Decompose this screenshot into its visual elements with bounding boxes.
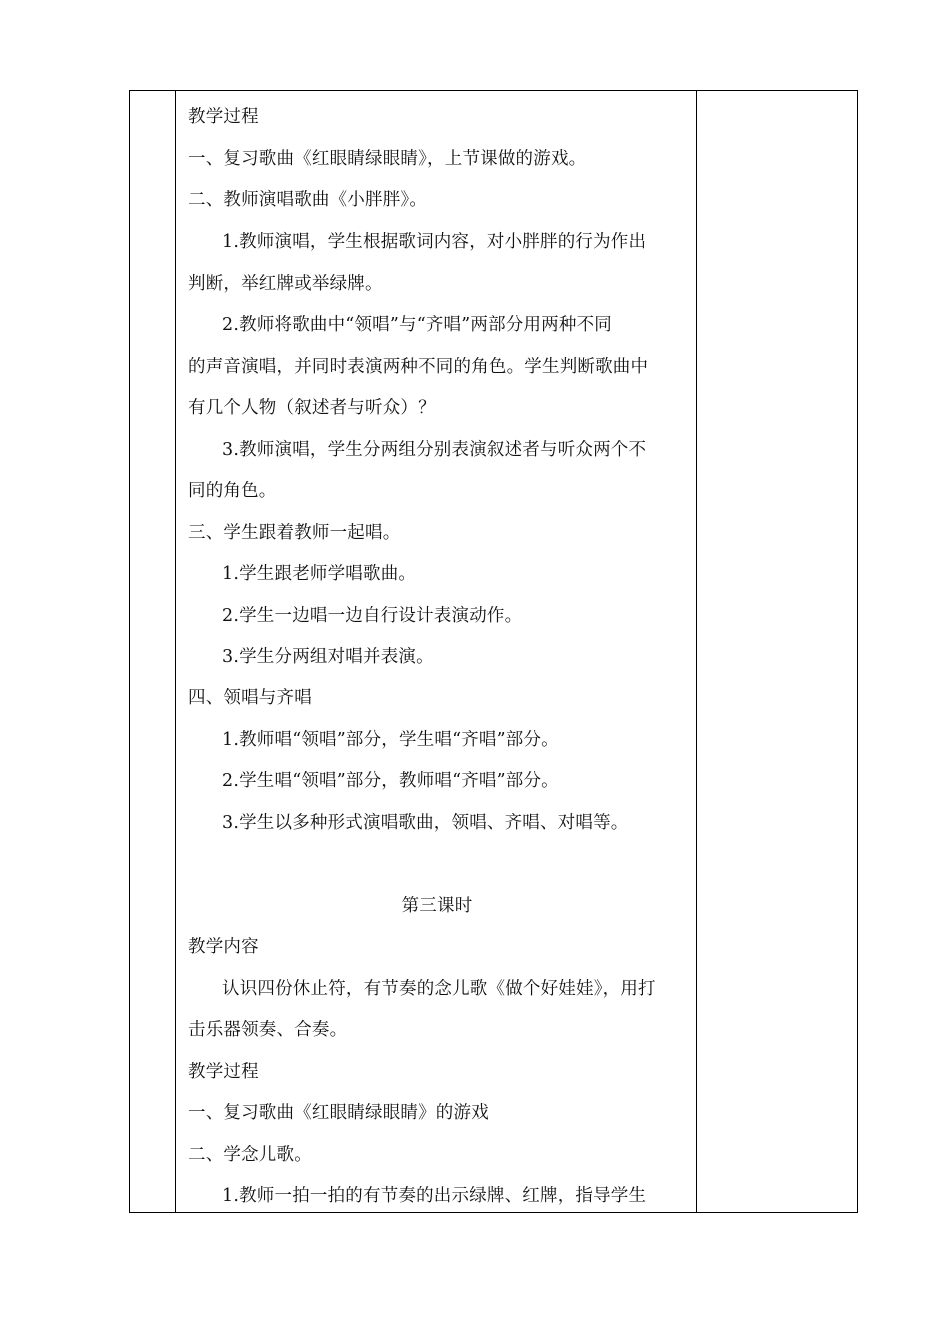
text-line: 四、领唱与齐唱	[188, 688, 312, 708]
lesson-table	[129, 90, 858, 1213]
text-line: 有几个人物（叙述者与听众）？	[188, 398, 436, 418]
section-heading: 第三课时	[401, 896, 473, 916]
right-column	[696, 91, 857, 1212]
text-line: 1.学生跟老师学唱歌曲。	[222, 564, 417, 584]
text-line: 一、复习歌曲《红眼睛绿眼睛》，上节课做的游戏。	[188, 149, 587, 169]
text-line: 1.教师一拍一拍的有节奏的出示绿牌、红牌，指导学生	[222, 1186, 647, 1206]
left-column	[130, 91, 176, 1212]
text-line: 教学过程	[188, 1062, 259, 1082]
text-line: 一、复习歌曲《红眼睛绿眼睛》的游戏	[188, 1103, 489, 1123]
text-line: 2.学生一边唱一边自行设计表演动作。	[222, 606, 523, 626]
text-line: 3.学生分两组对唱并表演。	[222, 647, 434, 667]
text-line: 2.学生唱“领唱”部分，教师唱“齐唱”部分。	[222, 771, 559, 791]
text-line: 判断，举红牌或举绿牌。	[188, 274, 383, 294]
text-line: 击乐器领奏、合奏。	[188, 1020, 348, 1040]
content-column	[176, 91, 698, 1212]
text-line: 二、学念儿歌。	[188, 1145, 312, 1165]
text-line: 3.学生以多种形式演唱歌曲，领唱、齐唱、对唱等。	[222, 813, 629, 833]
text-line: 认识四份休止符，有节奏的念儿歌《做个好娃娃》，用打	[222, 979, 656, 999]
text-line: 1.教师演唱，学生根据歌词内容，对小胖胖的行为作出	[222, 232, 647, 252]
text-line: 3.教师演唱，学生分两组分别表演叙述者与听众两个不	[222, 440, 647, 460]
text-line: 二、教师演唱歌曲《小胖胖》。	[188, 190, 428, 210]
text-line: 教学过程	[188, 107, 259, 127]
text-line: 教学内容	[188, 937, 259, 957]
text-line: 同的角色。	[188, 481, 277, 501]
text-line: 三、学生跟着教师一起唱。	[188, 523, 401, 543]
text-line: 的声音演唱，并同时表演两种不同的角色。学生判断歌曲中	[188, 357, 649, 377]
text-line: 2.教师将歌曲中“领唱”与“齐唱”两部分用两种不同	[222, 315, 612, 335]
text-line: 1.教师唱“领唱”部分，学生唱“齐唱”部分。	[222, 730, 559, 750]
